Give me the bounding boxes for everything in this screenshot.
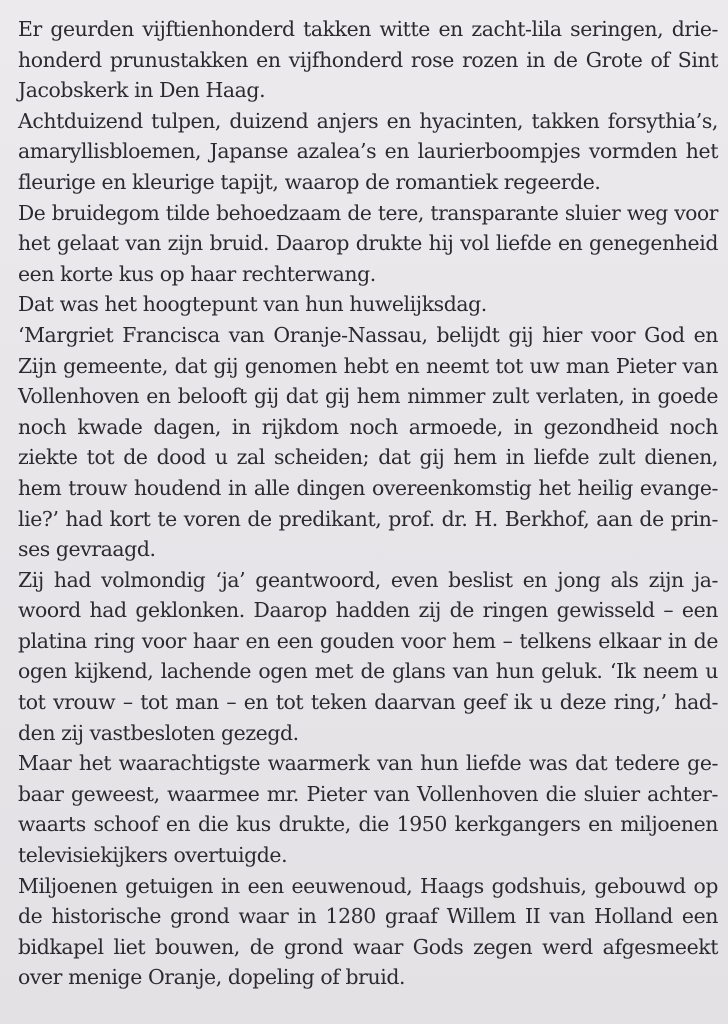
text-line: tot vrouw – tot man – en tot teken daarvan geef ik u deze ring,’ had-: [18, 690, 718, 715]
text-line: lie?’ had kort te voren de predikant, prof. dr. H. Berkhof, aan de prin-: [18, 506, 718, 531]
text-line: de historische grond waar in 1280 graaf Willem II van Holland een: [18, 904, 718, 929]
text-line: Dat was het hoogtepunt van hun huwelijksdag.: [18, 292, 487, 317]
text-line: woord had geklonken. Daarop hadden zij de ringen gewisseld – een: [18, 598, 718, 623]
text-line: hem trouw houdend in alle dingen overeenkomstig het heilig evange-: [18, 475, 718, 500]
text-line: Vollenhoven en belooft gij dat gij hem nimmer zult verlaten, in goede: [18, 384, 718, 409]
text-line: honderd prunustakken en vijfhonderd rose rozen in de Grote of Sint: [18, 47, 718, 72]
text-line: Zij had volmondig ‘ja’ geantwoord, even beslist en jong als zijn ja-: [18, 567, 718, 592]
text-line: platina ring voor haar en een gouden voor hem – telkens elkaar in de: [18, 628, 718, 653]
text-line: bidkapel liet bouwen, de grond waar Gods zegen werd afgesmeekt: [18, 934, 718, 959]
text-line: Maar het waarachtigste waarmerk van hun liefde was dat tedere ge-: [18, 751, 718, 776]
text-line: noch kwade dagen, in rijkdom noch armoede, in gezondheid noch: [18, 414, 718, 439]
text-line: waarts schoof en die kus drukte, die 1950 kerkgangers en miljoenen: [18, 812, 718, 837]
text-line: ‘Margriet Francisca van Oranje-Nassau, belijdt gij hier voor God en: [18, 322, 718, 347]
text-line: ziekte tot de dood u zal scheiden; dat gij hem in liefde zult dienen,: [18, 445, 718, 470]
text-line: televisiekijkers overtuigde.: [18, 843, 288, 868]
text-line: Achtduizend tulpen, duizend anjers en hyacinten, takken forsythia’s,: [18, 108, 718, 133]
text-line: ogen kijkend, lachende ogen met de glans van hun geluk. ‘Ik neem u: [18, 659, 718, 684]
body-text: [18, 14, 718, 993]
text-line: Miljoenen getuigen in een eeuwenoud, Haags godshuis, gebouwd op: [18, 873, 718, 898]
text-line: een korte kus op haar rechterwang.: [18, 261, 376, 286]
text-line: De bruidegom tilde behoedzaam de tere, transparante sluier weg voor: [18, 200, 718, 225]
text-line: fleurige en kleurige tapijt, waarop de romantiek regeerde.: [18, 169, 601, 194]
text-line: over menige Oranje, dopeling of bruid.: [18, 965, 406, 990]
text-line: het gelaat van zijn bruid. Daarop drukte hij vol liefde en genegenheid: [18, 231, 718, 256]
text-line: Zijn gemeente, dat gij genomen hebt en neemt tot uw man Pieter van: [18, 353, 718, 378]
text-line: ses gevraagd.: [18, 537, 156, 562]
text-line: amaryllisbloemen, Japanse azalea’s en laurierboompjes vormden het: [18, 139, 718, 164]
text-line: baar geweest, waarmee mr. Pieter van Vollenhoven die sluier achter-: [18, 781, 718, 806]
text-line: Jacobskerk in Den Haag.: [18, 78, 266, 103]
text-line: Er geurden vijftienhonderd takken witte en zacht-lila seringen, drie-: [18, 17, 718, 41]
text-line: den zij vastbesloten gezegd.: [18, 720, 299, 745]
